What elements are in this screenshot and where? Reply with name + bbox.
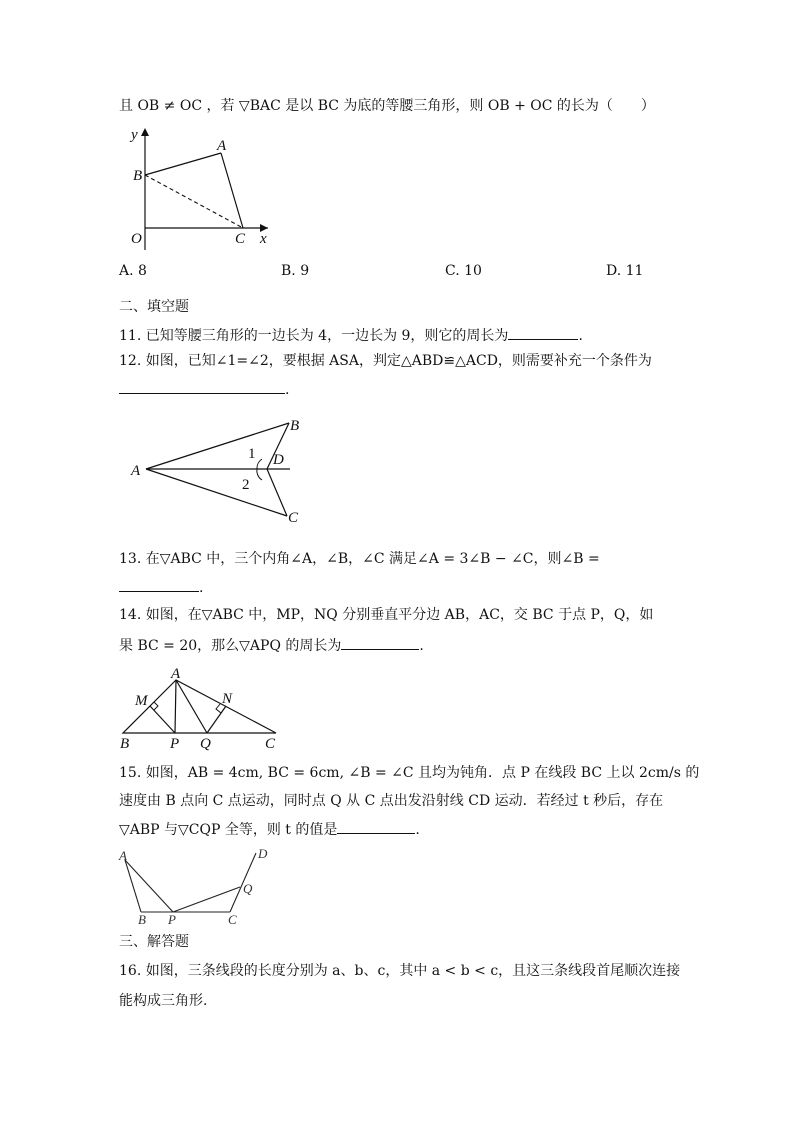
label-b: B (290, 418, 300, 434)
q15-text-line1: 15. 如图，AB = 4cm, BC = 6cm, ∠B = ∠C 且均为钝角．点 P 在线段 BC 上以 2cm/s 的 (119, 765, 700, 781)
section-heading-solutions: 三、解答题 (119, 934, 189, 950)
label-d: D (258, 846, 268, 861)
segment-ab (125, 860, 141, 912)
segment-ap (125, 860, 173, 912)
choice-c: C. 10 (445, 263, 482, 279)
q11-question: 11. 已知等腰三角形的一边长为 4，一边长为 9，则它的周长为 (119, 328, 509, 344)
label-a: A (171, 666, 181, 682)
label-p: P (170, 736, 180, 752)
label-b: B (138, 912, 146, 927)
label-angle-2: 2 (242, 477, 250, 493)
choice-a: A. 8 (119, 263, 147, 279)
label-c: C (265, 736, 276, 752)
label-o: O (131, 231, 142, 247)
choice-d: D. 11 (606, 263, 644, 279)
section-heading-fill-in: 二、填空题 (119, 299, 189, 315)
q13-text: 13. 在▽ABC 中，三个内角∠A，∠B，∠C 满足∠A = 3∠B − ∠C，则∠B = (119, 551, 600, 567)
label-n: N (222, 691, 233, 707)
label-q: Q (200, 736, 211, 752)
label-angle-1: 1 (248, 446, 256, 462)
label-a: A (217, 138, 227, 154)
label-c: C (235, 231, 246, 247)
label-q: Q (243, 881, 253, 896)
label-c: C (228, 912, 237, 927)
q15-text-line2: 速度由 B 点向 C 点运动，同时点 Q 从 C 点出发沿射线 CD 运动．若经过 t 秒后，存在 (119, 793, 664, 809)
q13-end: . (199, 580, 204, 596)
q12-text: 12. 如图，已知∠1=∠2，要根据 ASA，判定△ABD≌△ACD，则需要补充一个条件为 (119, 353, 652, 369)
q16-text-line2: 能构成三角形. (119, 993, 208, 1009)
label-c: C (288, 510, 299, 526)
label-d: D (273, 452, 284, 468)
label-y: y (131, 127, 138, 143)
q14-end: . (419, 638, 424, 654)
q15-end: . (415, 822, 420, 838)
label-x: x (260, 231, 267, 247)
label-m: M (135, 693, 148, 709)
q14-text-line1: 14. 如图，在▽ABC 中，MP，NQ 分别垂直平分边 AB，AC，交 BC 于点 P，Q，如 (119, 607, 654, 623)
q12-end: . (285, 382, 290, 398)
label-b: B (133, 168, 143, 184)
q10-text: 且 OB ≠ OC ，若 ▽BAC 是以 BC 为底的等腰三角形，则 OB + OC 的长为（ ） (119, 98, 655, 114)
q16-text-line1: 16. 如图，三条线段的长度分别为 a、b、c，其中 a < b < c，且这三条线段首尾顺次连接 (119, 963, 681, 979)
q15-question: ▽ABP 与▽CQP 全等，则 t 的值是 (119, 822, 338, 838)
label-p: P (168, 912, 176, 927)
choice-b: B. 9 (281, 263, 310, 279)
q11-end: . (578, 328, 583, 344)
label-a: A (119, 848, 127, 863)
segment-pq (173, 887, 240, 912)
label-b: B (120, 736, 130, 752)
label-a: A (131, 463, 141, 479)
q14-question: 果 BC = 20，那么▽APQ 的周长为 (119, 638, 342, 654)
